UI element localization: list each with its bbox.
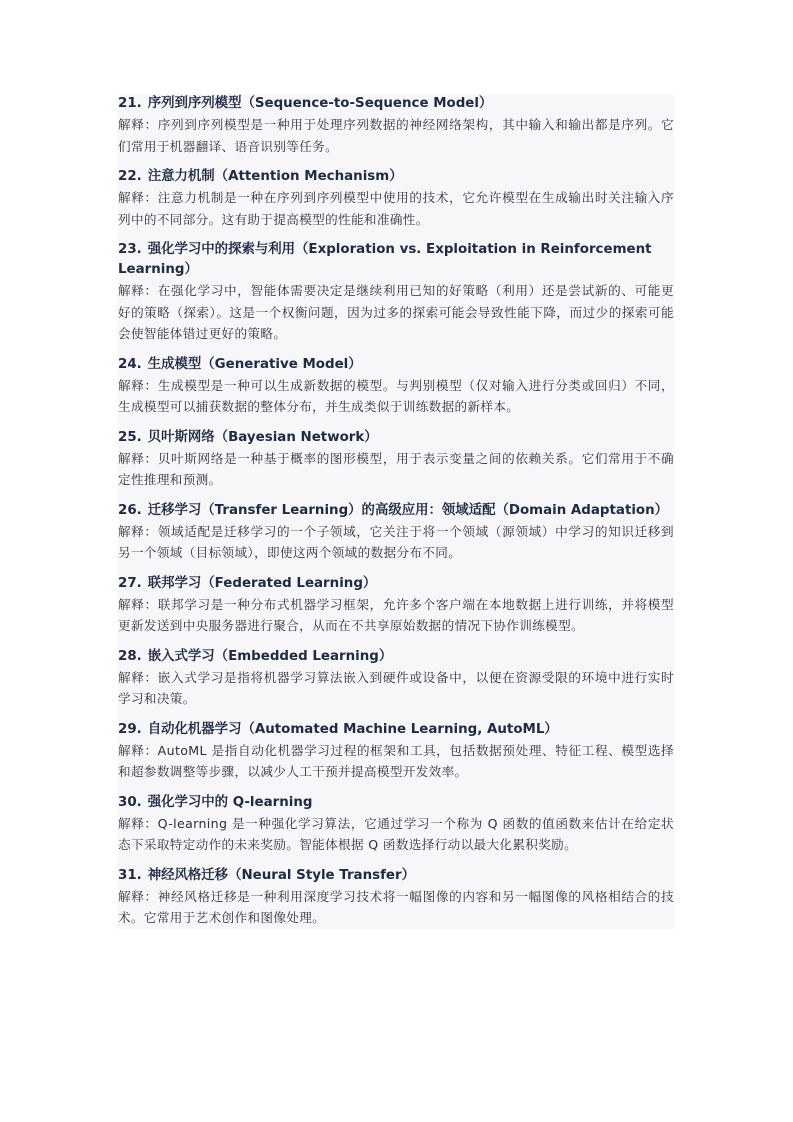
glossary-entry-31 (118, 866, 674, 929)
explanation-text: 联邦学习是一种分布式机器学习框架，允许多个客户端在本地数据上进行训练，并将模型更新发送到中央服务器进行聚合，从而在不共享原始数据的情况下协作训练模型。 (118, 596, 674, 633)
entry-description (118, 594, 674, 637)
glossary-entry-28 (118, 647, 674, 710)
entry-title (118, 574, 674, 594)
glossary-entry-25 (118, 428, 674, 491)
entry-number: 29. (118, 721, 142, 737)
explanation-text: AutoML 是指自动化机器学习过程的框架和工具，包括数据预处理、特征工程、模型选择和超参数调整等步骤，以减少人工干预并提高模型开发效率。 (118, 742, 674, 779)
explanation-label: 解释： (118, 669, 158, 685)
entry-number: 24. (118, 356, 142, 372)
explanation-text: 嵌入式学习是指将机器学习算法嵌入到硬件或设备中，以便在资源受限的环境中进行实时学习和决策。 (118, 669, 674, 706)
entry-title-text: 神经风格迁移（Neural Style Transfer） (147, 867, 415, 883)
entry-description (118, 813, 674, 856)
explanation-text: 生成模型是一种可以生成新数据的模型。与判别模型（仅对输入进行分类或回归）不同，生成模型可以捕获数据的整体分布，并生成类似于训练数据的新样本。 (118, 377, 674, 414)
entry-description (118, 375, 674, 418)
glossary-entry-22 (118, 167, 674, 230)
entry-title-text: 联邦学习（Federated Learning） (147, 575, 377, 591)
entry-description (118, 187, 674, 230)
explanation-text: 在强化学习中，智能体需要决定是继续利用已知的好策略（利用）还是尝试新的、可能更好的策略（探索）。这是一个权衡问题，因为过多的探索可能会导致性能下降，而过少的探索可能会使智能体错过更好的策略。 (118, 283, 674, 341)
entry-number: 26. (118, 502, 142, 518)
entry-number: 22. (118, 169, 142, 184)
entry-number: 27. (118, 575, 142, 591)
explanation-label: 解释： (118, 596, 158, 612)
entry-title-text: 嵌入式学习（Embedded Learning） (147, 648, 393, 664)
explanation-label: 解释： (118, 283, 158, 298)
glossary-entry-27 (118, 574, 674, 637)
entry-description (118, 448, 674, 491)
glossary-entry-21 (118, 94, 674, 157)
glossary-entry-23 (118, 240, 674, 345)
explanation-text: 神经风格迁移是一种利用深度学习技术将一幅图像的内容和另一幅图像的风格相结合的技术。它常用于艺术创作和图像处理。 (118, 888, 674, 925)
explanation-label: 解释： (118, 377, 158, 393)
explanation-text: 序列到序列模型是一种用于处理序列数据的神经网络架构，其中输入和输出都是序列。它们常用于机器翻译、语音识别等任务。 (118, 117, 674, 154)
explanation-label: 解释： (118, 523, 158, 539)
entry-number: 25. (118, 429, 142, 445)
document-body (118, 94, 674, 929)
entry-title-text: 强化学习中的 Q-learning (147, 794, 313, 810)
glossary-entry-26 (118, 501, 674, 564)
entry-title-text: 自动化机器学习（Automated Machine Learning, AutoML） (147, 721, 558, 737)
entry-title-text: 序列到序列模型（Sequence-to-Sequence Model） (147, 96, 493, 111)
entry-title-text: 注意力机制（Attention Mechanism） (147, 169, 403, 184)
entry-number: 30. (118, 794, 142, 810)
entry-number: 23. (118, 242, 142, 257)
explanation-label: 解释： (118, 190, 158, 205)
explanation-label: 解释： (118, 815, 158, 831)
entry-title (118, 428, 674, 448)
explanation-text: 领域适配是迁移学习的一个子领域，它关注于将一个领域（源领域）中学习的知识迁移到另一个领域（目标领域），即使这两个领域的数据分布不同。 (118, 523, 674, 560)
entry-description (118, 667, 674, 710)
explanation-text: 贝叶斯网络是一种基于概率的图形模型，用于表示变量之间的依赖关系。它们常用于不确定性推理和预测。 (118, 450, 674, 487)
entry-title (118, 866, 674, 886)
entry-description (118, 114, 674, 157)
entry-description (118, 740, 674, 783)
entry-title (118, 647, 674, 667)
entry-title (118, 501, 674, 521)
entry-description (118, 280, 674, 345)
entry-number: 31. (118, 867, 142, 883)
entry-title-text: 生成模型（Generative Model） (147, 356, 362, 372)
explanation-label: 解释： (118, 742, 158, 758)
entry-description (118, 521, 674, 564)
entry-title-text: 迁移学习（Transfer Learning）的高级应用：领域适配（Domain Adaptation） (147, 502, 669, 518)
explanation-text: 注意力机制是一种在序列到序列模型中使用的技术，它允许模型在生成输出时关注输入序列中的不同部分。这有助于提高模型的性能和准确性。 (118, 190, 674, 227)
entry-title-text: 强化学习中的探索与利用（Exploration vs. Exploitation in Reinforcement Learning） (118, 242, 652, 277)
explanation-label: 解释： (118, 888, 158, 904)
entry-title (118, 240, 674, 280)
explanation-label: 解释： (118, 450, 158, 466)
glossary-entry-24 (118, 355, 674, 418)
glossary-entry-29 (118, 720, 674, 783)
entry-description (118, 886, 674, 929)
glossary-entry-30 (118, 793, 674, 856)
entry-title (118, 793, 674, 813)
entry-number: 28. (118, 648, 142, 664)
entry-title-text: 贝叶斯网络（Bayesian Network） (147, 429, 378, 445)
explanation-text: Q-learning 是一种强化学习算法，它通过学习一个称为 Q 函数的值函数来估计在给定状态下采取特定动作的未来奖励。智能体根据 Q 函数选择行动以最大化累积奖励。 (118, 815, 674, 852)
entry-title (118, 720, 674, 740)
entry-title (118, 355, 674, 375)
entry-title (118, 94, 674, 114)
explanation-label: 解释： (118, 117, 158, 132)
entry-number: 21. (118, 96, 142, 111)
entry-title (118, 167, 674, 187)
